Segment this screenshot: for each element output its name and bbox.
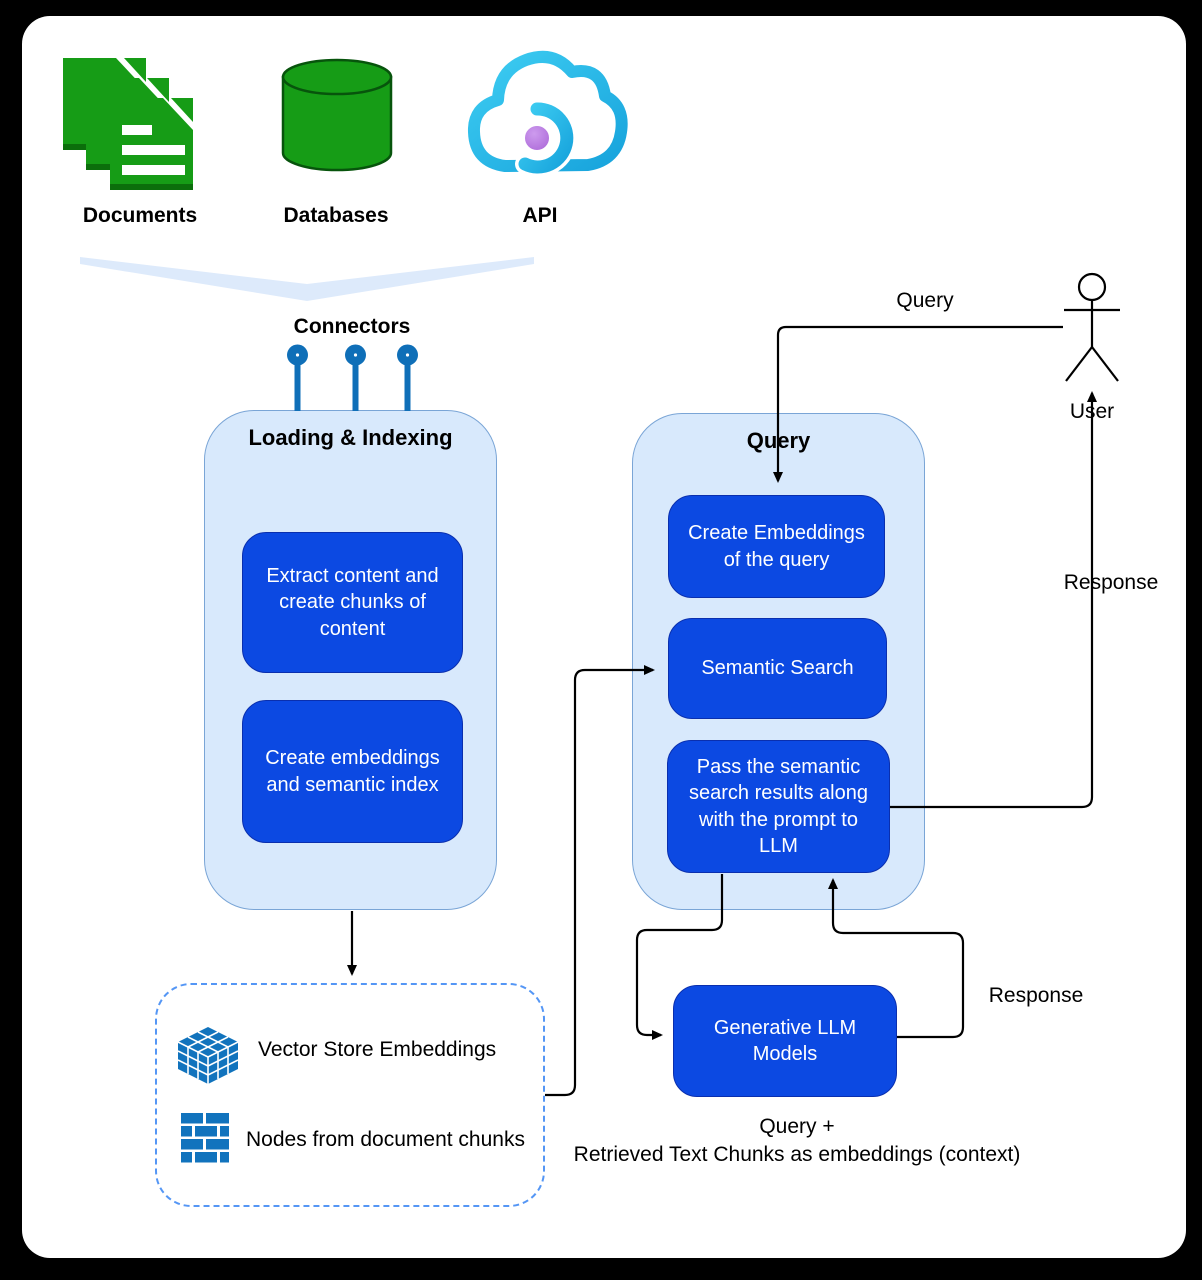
api-label: API [522, 204, 558, 227]
step-create-query-embeddings: Create Embeddings of the query [668, 495, 885, 598]
connectors-label: Connectors [293, 315, 411, 338]
nodes-from-chunks-label: Nodes from document chunks [246, 1128, 525, 1151]
databases-label: Databases [283, 204, 389, 227]
response-from-llm-label: Response [988, 984, 1084, 1007]
step-semantic-search: Semantic Search [668, 618, 887, 719]
documents-label: Documents [82, 204, 198, 227]
response-to-user-label: Response [1063, 571, 1159, 594]
loading-panel-title: Loading & Indexing [248, 425, 453, 450]
context-label-line2: Retrieved Text Chunks as embeddings (context) [573, 1143, 1021, 1166]
user-label: User [1069, 400, 1115, 423]
context-label-line1: Query + [759, 1115, 835, 1138]
vector-store-embeddings-label: Vector Store Embeddings [258, 1038, 497, 1061]
step-pass-results-to-llm: Pass the semantic search results along with the prompt to LLM [667, 740, 890, 873]
vector-store-box [155, 983, 545, 1207]
generative-llm-models-box: Generative LLM Models [673, 985, 897, 1097]
step-create-embeddings-index: Create embeddings and semantic index [242, 700, 463, 843]
query-edge-label: Query [896, 289, 954, 312]
step-extract-content: Extract content and create chunks of content [242, 532, 463, 673]
query-panel-title: Query [746, 428, 811, 453]
